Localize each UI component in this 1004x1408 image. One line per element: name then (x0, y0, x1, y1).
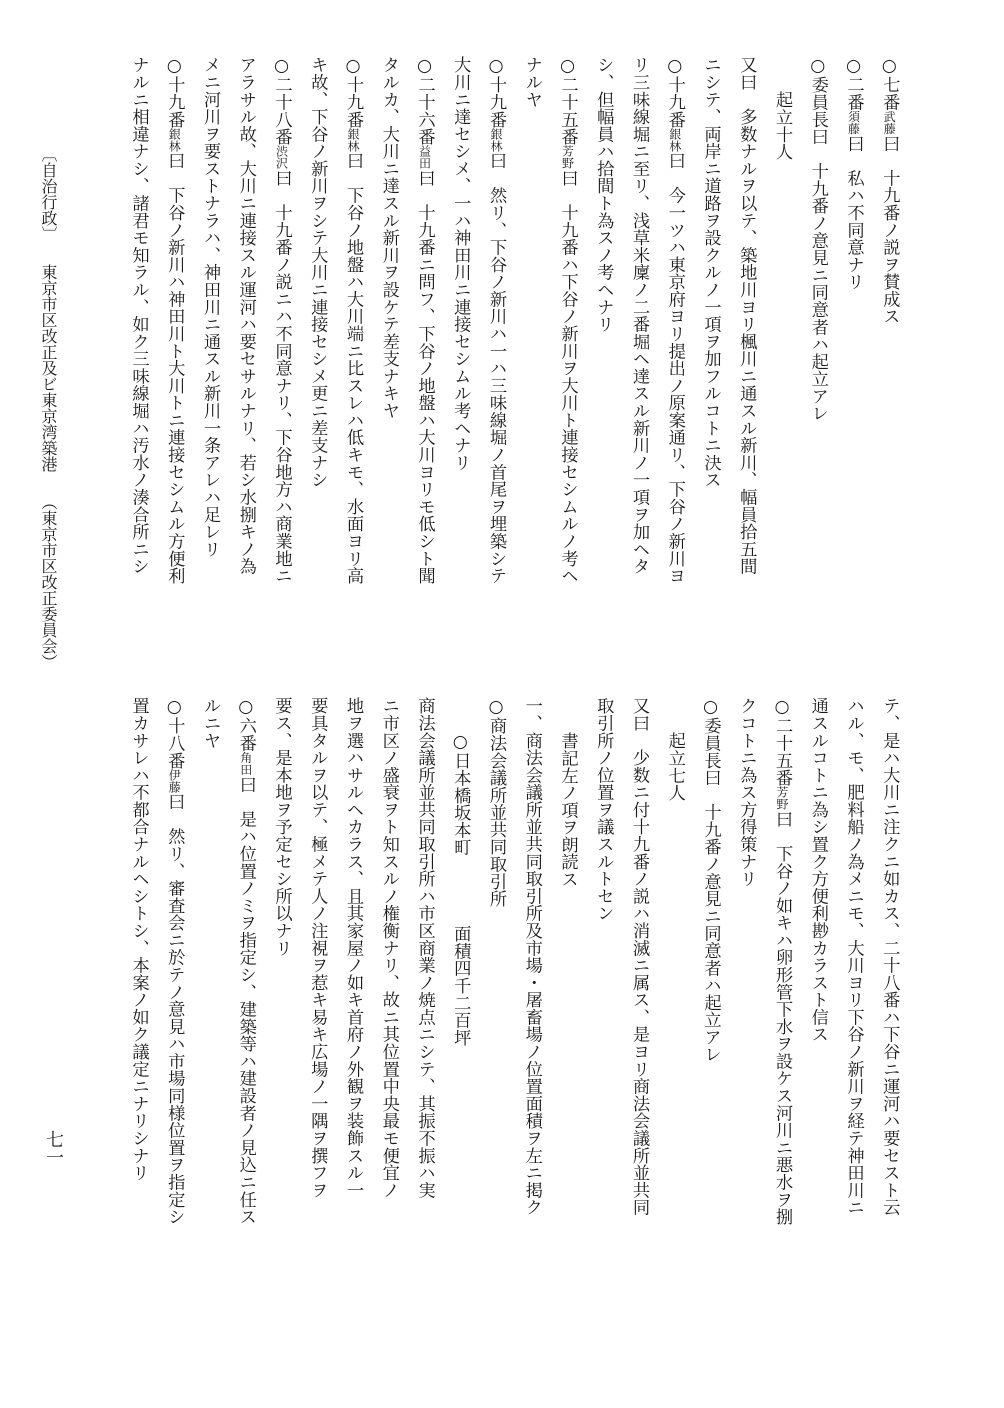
text-run: 曰 私ハ不同意ナリ (843, 134, 864, 291)
speaker-name: 銀林 (167, 127, 182, 152)
text-run: メニ河川ヲ要ストナラハ、神田川ニ通スル新川一条アレハ足レリ (200, 56, 221, 558)
text-run: ○十九番 (164, 56, 185, 128)
text-run: ○七番 (879, 56, 900, 111)
text-run: 置カサレハ不都合ナルヘシトシ、本案ノ如ク議定ニナリシナリ (128, 697, 149, 1182)
text-column (809, 56, 826, 422)
text-run: ○二十五番 (557, 56, 578, 146)
text-column (843, 697, 864, 1216)
text-column (523, 56, 540, 108)
text-column (380, 56, 397, 419)
footer-source: （東京市区改正委員会） (39, 494, 58, 670)
text-column (414, 56, 435, 585)
text-run: 又曰 多数ナルヲ以テ、築地川ヨリ楓川ニ通スル新川、幅員拾五間 (736, 56, 757, 575)
text-column (666, 732, 683, 801)
text-column (486, 56, 507, 585)
text-column (237, 697, 254, 1225)
speaker-name: 渋沢 (274, 145, 289, 170)
speaker-name: 銀林 (346, 127, 361, 152)
text-run: 曰 下谷ノ地盤ハ大川端ニ比スレハ低キモ、水面ヨリ高 (343, 151, 364, 585)
text-column (200, 697, 221, 749)
text-run: ナルニ相違ナシ、諸君モ知ラル、如ク三味線堀ハ汚水ノ湊合所ニシ (128, 56, 149, 575)
text-column (414, 697, 435, 1199)
text-run: 商法会議所並共同取引所ハ市区商業ノ焼点ニシテ、其振不振ハ実 (414, 697, 435, 1199)
text-column (307, 56, 328, 489)
text-run: 曰 今一ツハ東京府ヨリ提出ノ原案通リ、下谷ノ新川ヨ (664, 151, 685, 585)
text-column (593, 697, 614, 922)
text-column (164, 697, 185, 1226)
text-run: 曰 是ハ位置ノミヲ指定シ、建築等ハ建設者ノ見込ニ任ス (235, 775, 256, 1226)
text-column (557, 56, 578, 585)
text-run: ○委員長曰 十九番ノ意見ニ同意者ハ起立アレ (807, 56, 828, 422)
text-column (736, 697, 757, 888)
page-number: 七一 (43, 1130, 64, 1166)
text-run: 取引所ノ位置ヲ議スルトセン (593, 697, 614, 922)
text-column (164, 56, 185, 585)
text-run: ナルヤ (521, 56, 542, 108)
text-column (343, 56, 364, 585)
text-run: ルニヤ (200, 697, 221, 749)
text-run: 曰 然リ、審査会ニ於テノ意見ハ市場同様位置ヲ指定シ (164, 792, 185, 1226)
text-run: 曰 十九番ノ説ヲ賛成ス (879, 134, 900, 325)
speaker-name: 角田 (238, 751, 253, 776)
text-column (700, 56, 721, 489)
text-column (380, 697, 397, 1198)
text-run: 曰 十九番ニ問フ、下谷ノ地盤ハ大川ヨリモ低シト聞 (414, 169, 435, 585)
footer-series: 〔自治行政〕 (39, 146, 58, 242)
text-column (486, 697, 507, 908)
text-run: ○委員長曰 十九番ノ意見ニ同意者ハ起立アレ (700, 697, 721, 1063)
text-column (736, 56, 757, 575)
text-run: タルカ、大川ニ達スル新川ヲ設ケテ差支ナキヤ (378, 56, 399, 420)
text-run: 起立七人 (664, 731, 685, 801)
text-column (593, 56, 614, 333)
text-run: ○二十八番 (271, 56, 292, 146)
text-column (271, 697, 292, 957)
text-column (843, 56, 864, 291)
text-run: 大川ニ達セシメ、一ハ神田川ニ連接セシムル考ヘナリ (450, 56, 471, 471)
text-run: ○二番 (843, 56, 864, 111)
text-run: ○商法会議所並共同取引所 (486, 697, 507, 908)
text-column (666, 56, 683, 584)
text-run: テ、是ハ大川ニ注クニ如カス、二十八番ハ下谷ニ運河ハ要セスト云 (879, 697, 900, 1216)
text-column (128, 56, 149, 575)
text-run: 書記左ノ項ヲ朗読ス (557, 731, 578, 888)
text-column (307, 697, 328, 1199)
text-column (271, 56, 292, 585)
text-run: ○二十六番 (414, 56, 435, 146)
text-run: 通スルコトニ為シ置ク方便利尠カラスト信ス (807, 697, 828, 1043)
speaker-name: 伊藤 (167, 768, 182, 793)
text-column (772, 90, 793, 160)
text-run: ○十九番 (486, 56, 507, 128)
text-column (128, 697, 149, 1182)
speaker-name: 須藤 (846, 110, 861, 135)
speaker-name: 益田 (417, 145, 432, 170)
text-run: 地ヲ選ハサルヘカラス、且其家屋ノ如キ首府ノ外観ヲ装飾スル一 (343, 697, 364, 1199)
footer-title: 東京市区改正及ビ東京湾築港 (39, 264, 58, 472)
text-column (523, 697, 540, 1216)
text-column (772, 697, 793, 1226)
text-run: ハル、モ、肥料船ノ為メニモ、大川ヨリ下谷ノ新川ヲ経テ神田川ニ (843, 697, 864, 1216)
text-run: 曰 十九番ノ説ニハ不同意ナリ、下谷地方ハ商業地ニ (271, 169, 292, 585)
text-column (450, 56, 471, 471)
text-run: ○十九番 (664, 56, 685, 128)
speaker-name: 芳野 (560, 145, 575, 170)
running-footer (40, 146, 56, 670)
text-column (557, 731, 578, 888)
text-run: ○六番 (235, 697, 256, 752)
text-run: クコトニ為ス方得策ナリ (736, 697, 757, 888)
text-run: 一、商法会議所並共同取引所及市場・屠畜場ノ位置面積ヲ左ニ掲ク (521, 697, 542, 1216)
text-run: 要具タルヲ以テ、極メテ人ノ注視ヲ惹キ易キ広場ノ一隅ヲ撰フヲ (307, 697, 328, 1199)
text-run: 曰 十九番ハ下谷ノ新川ヲ大川ト連接セシムルノ考ヘ (557, 169, 578, 585)
text-run: ○十八番 (164, 697, 185, 769)
text-run: シ、但幅員ハ拾間ト為スノ考ヘナリ (593, 56, 614, 333)
text-run: ニシテ、両岸ニ道路ヲ設クルノ一項ヲ加フルコトニ決ス (700, 56, 721, 489)
text-run: 起立十人 (772, 90, 793, 160)
text-run: ○十九番 (343, 56, 364, 128)
text-run: 曰 然リ、下谷ノ新川ハ一ハ三味線堀ノ首尾ヲ埋築シテ (486, 151, 507, 585)
text-column (879, 56, 900, 325)
text-column (343, 697, 364, 1199)
text-run: 要ス、是本地ヲ予定セシ所以ナリ (271, 697, 292, 957)
text-run: 曰 下谷ノ新川ハ神田川ト大川トニ連接セシムル方便利 (164, 151, 185, 585)
text-column (450, 731, 471, 1046)
text-column (200, 56, 221, 558)
text-run: 曰 下谷ノ如キハ卵形管下水ヲ設ケス河川ニ悪水ヲ捌 (772, 810, 793, 1226)
text-run: キ故、下谷ノ新川ヲシテ大川ニ連接セシメ更ニ差支ナシ (307, 56, 328, 489)
speaker-name: 武藤 (882, 110, 897, 135)
text-run: アラサル故、大川ニ連接スル運河ハ要セサルナリ、若シ水捌キノ為 (235, 56, 256, 575)
text-column (629, 697, 650, 1216)
text-column (237, 56, 254, 575)
text-run: ○日本橋坂本町 面積四千二百坪 (450, 731, 471, 1046)
text-column (700, 697, 721, 1063)
speaker-name: 芳野 (775, 786, 790, 811)
speaker-name: 銀林 (667, 127, 682, 152)
text-run: リ三味線堀ニ至リ、浅草米廩ノ二番堀ヘ達スル新川ノ一項ヲ加ヘタ (629, 56, 650, 575)
text-run: ○二十五番 (772, 697, 793, 787)
text-column (879, 697, 900, 1216)
text-run: 又曰 少数ニ付十九番ノ説ハ消滅ニ属ス、是ヨリ商法会議所並共同 (629, 697, 650, 1216)
text-column (629, 56, 650, 575)
speaker-name: 銀林 (489, 127, 504, 152)
text-column (809, 697, 826, 1043)
text-run: ニ市区ノ盛衰ヲト知スルノ権衡ナリ、故ニ其位置中央最モ便宜ノ (378, 697, 399, 1199)
